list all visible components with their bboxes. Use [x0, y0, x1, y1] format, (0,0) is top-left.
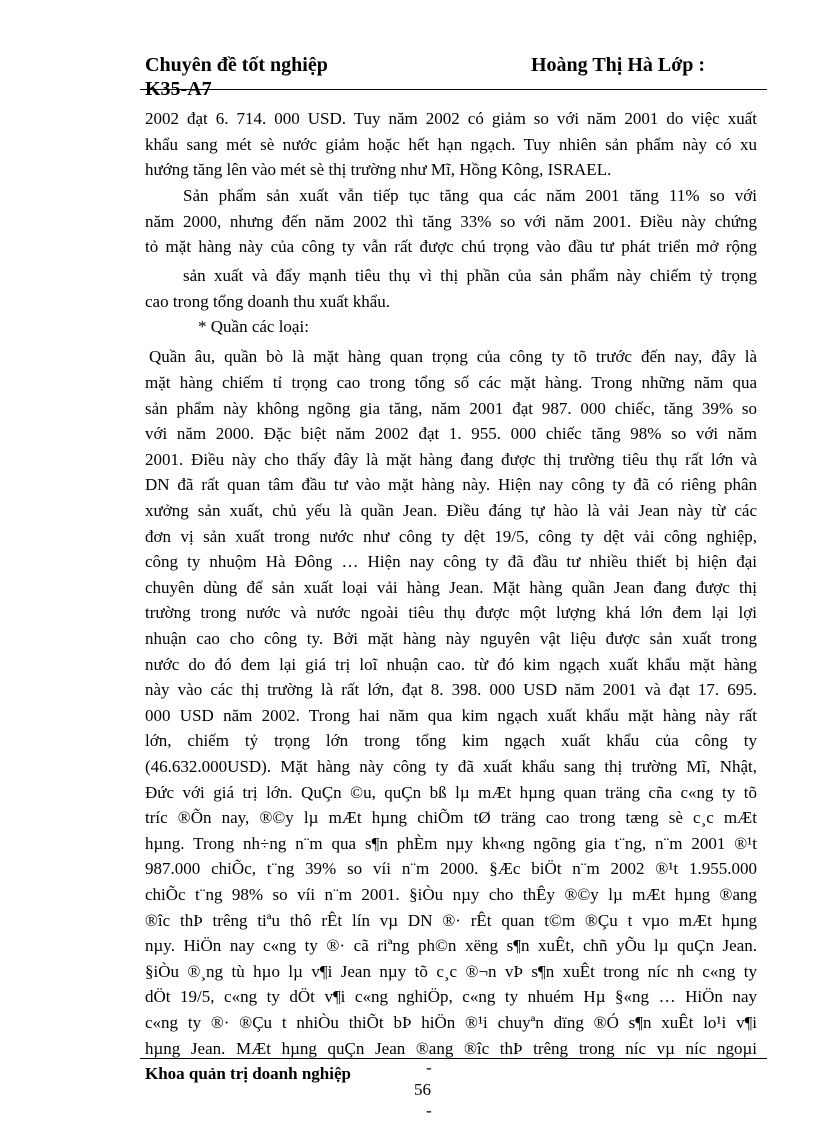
body-line: chiÕc t¨ng 98% so víi n¨m 2001. §iÒu nµy cho thÊy ®©y lµ mÆt hµng ®ang: [145, 885, 757, 904]
body-line: đơn vị sản xuất trong nước như công ty dệt 19/5, công ty dệt vải công nghiệp,: [145, 527, 757, 546]
body-line: mặt hàng chiếm tỉ trọng cao trong tổng số các mặt hàng. Trong những năm qua: [145, 373, 757, 392]
body-line: công ty nhuộm Hà Đông … Hiện nay công ty đã đầu tư nhiều thiết bị hiện đại: [145, 552, 757, 571]
header-title: Chuyên đề tốt nghiệp: [145, 54, 328, 76]
body-line: hướng tăng lên vào mét sè thị trường như Mĩ, Hồng Kông, ISRAEL.: [145, 160, 612, 179]
body-line: hµng. Trong nh÷ng n¨m qua s¶n phÈm nµy kh«ng ngõng gia t¨ng, n¨m 2001 ®¹t: [145, 834, 757, 853]
footer-dash-top: -: [426, 1058, 432, 1077]
body-line: 987.000 chiÕc, t¨ng 39% so víi n¨m 2000. §Æc biÖt n¨m 2002 ®¹t 1.955.000: [145, 859, 757, 878]
body-line: Quần âu, quần bò là mặt hàng quan trọng của công ty tõ trước đến nay, đây là: [149, 347, 757, 366]
body-line: tríc ®Õn nay, ®©y lµ mÆt hµng chiÕm tØ träng cao trong tæng sè c¸c mÆt: [145, 808, 757, 827]
body-line: trường trong nước và nước ngoài tiêu thụ được một lượng khá lớn đem lại lợi: [145, 603, 757, 622]
body-line: (46.632.000USD). Mặt hàng này công ty đã xuất khẩu sang thị trường Mĩ, Nhật,: [145, 757, 757, 776]
body-line: nµy. HiÖn nay c«ng ty ®· cã riªng ph©n xëng s¶n xuÊt, chñ yÕu lµ quÇn Jean.: [145, 936, 757, 955]
body-line: cao trong tổng doanh thu xuất khẩu.: [145, 292, 391, 311]
body-line: chuyên dùng để sản xuất loại vải hàng Jean. Mặt hàng quần Jean đang được thị: [145, 578, 757, 597]
body-line: c«ng ty ®· ®Çu t nhiÒu thiÕt bÞ hiÖn ®¹i chuyªn dïng ®Ó s¶n xuÊt lo¹i v¶i: [145, 1013, 757, 1032]
body-line: nước do đó đem lại giá trị loĩ nhuận cao. từ đó kim ngạch xuất khẩu mặt hàng: [145, 655, 757, 674]
body-line: khẩu sang mét sè nước giảm hoặc hết hạn ngạch. Tuy nhiên sản phẩm này có xu: [145, 135, 757, 154]
body-line: này vào các thị trường là rất lớn, đạt 8. 398. 000 USD năm 2001 và đạt 17. 695.: [145, 680, 757, 699]
body-line: sản xuất và đẩy mạnh tiêu thụ vì thị phần của sản phẩm này chiếm tỷ trọng: [183, 266, 757, 285]
body-line: tỏ mặt hàng này của công ty vẫn rất được chú trọng vào đầu tư phát triển mở rộng: [145, 237, 757, 256]
header-rule: [140, 89, 767, 90]
page-number: 56: [414, 1080, 431, 1099]
footer-faculty: Khoa quản trị doanh nghiệp: [145, 1064, 351, 1083]
body-line: lớn, chiếm tỷ trọng lớn trong tổng kim ngạch xuất khẩu của công ty: [145, 731, 757, 750]
section-heading: * Quần các loại:: [198, 317, 309, 336]
body-line: nhuận cao cho công ty. Bởi mặt hàng này nguyên vật liệu được sản xuất trong: [145, 629, 757, 648]
body-line: sản phẩm này không ngõng gia tăng, năm 2001 đạt 987. 000 chiếc, tăng 39% so: [145, 399, 757, 418]
body-line: hµng Jean. MÆt hµng quÇn Jean ®ang ®îc thÞ trêng trong níc vµ níc ngoµi: [145, 1039, 757, 1058]
body-line: năm 2000, nhưng đến năm 2002 thì tăng 33% so với năm 2001. Điều này chứng: [145, 212, 757, 231]
body-line: ®îc thÞ trêng tiªu thô rÊt lín vµ DN ®· rÊt quan t©m ®Çu t vµo mÆt hµng: [145, 911, 757, 930]
body-line: xưởng sản xuất, chủ yếu là quần Jean. Điều đáng tự hào là vải Jean này từ các: [145, 501, 757, 520]
body-line: §iÒu ®¸ng tù hµo lµ v¶i Jean nµy tõ c¸c ®¬n vÞ s¶n xuÊt trong níc nh c«ng ty: [145, 962, 757, 981]
footer-dash-bottom: -: [426, 1101, 432, 1120]
body-line: Đức với giá trị lớn. QuÇn ©u, quÇn bß lµ mÆt hµng quan träng cña c«ng ty tõ: [145, 783, 757, 802]
body-line: với năm 2000. Đặc biệt năm 2002 đạt 1. 955. 000 chiếc tăng 98% so với năm: [145, 424, 757, 443]
body-line: dÖt 19/5, c«ng ty dÖt v¶i c«ng nghiÖp, c«ng ty nhuém Hµ §«ng … HiÖn nay: [145, 987, 757, 1006]
body-line: DN đã rất quan tâm đầu tư vào mặt hàng này. Hiện nay công ty đã có riêng phân: [145, 475, 757, 494]
body-line: 000 USD năm 2002. Trong hai năm qua kim ngạch xuất khẩu mặt hàng này rất: [145, 706, 757, 725]
footer-rule: [140, 1058, 767, 1059]
body-line: 2002 đạt 6. 714. 000 USD. Tuy năm 2002 có giảm so với năm 2001 do việc xuất: [145, 109, 757, 128]
body-line: 2001. Điều này cho thấy đây là mặt hàng đang được thị trường tiêu thụ rất lớn và: [145, 450, 757, 469]
header-class: K35-A7: [145, 78, 212, 100]
header-author: Hoàng Thị Hà Lớp :: [531, 54, 706, 76]
body-line: Sản phẩm sản xuất vẫn tiếp tục tăng qua các năm 2001 tăng 11% so với: [183, 186, 757, 205]
